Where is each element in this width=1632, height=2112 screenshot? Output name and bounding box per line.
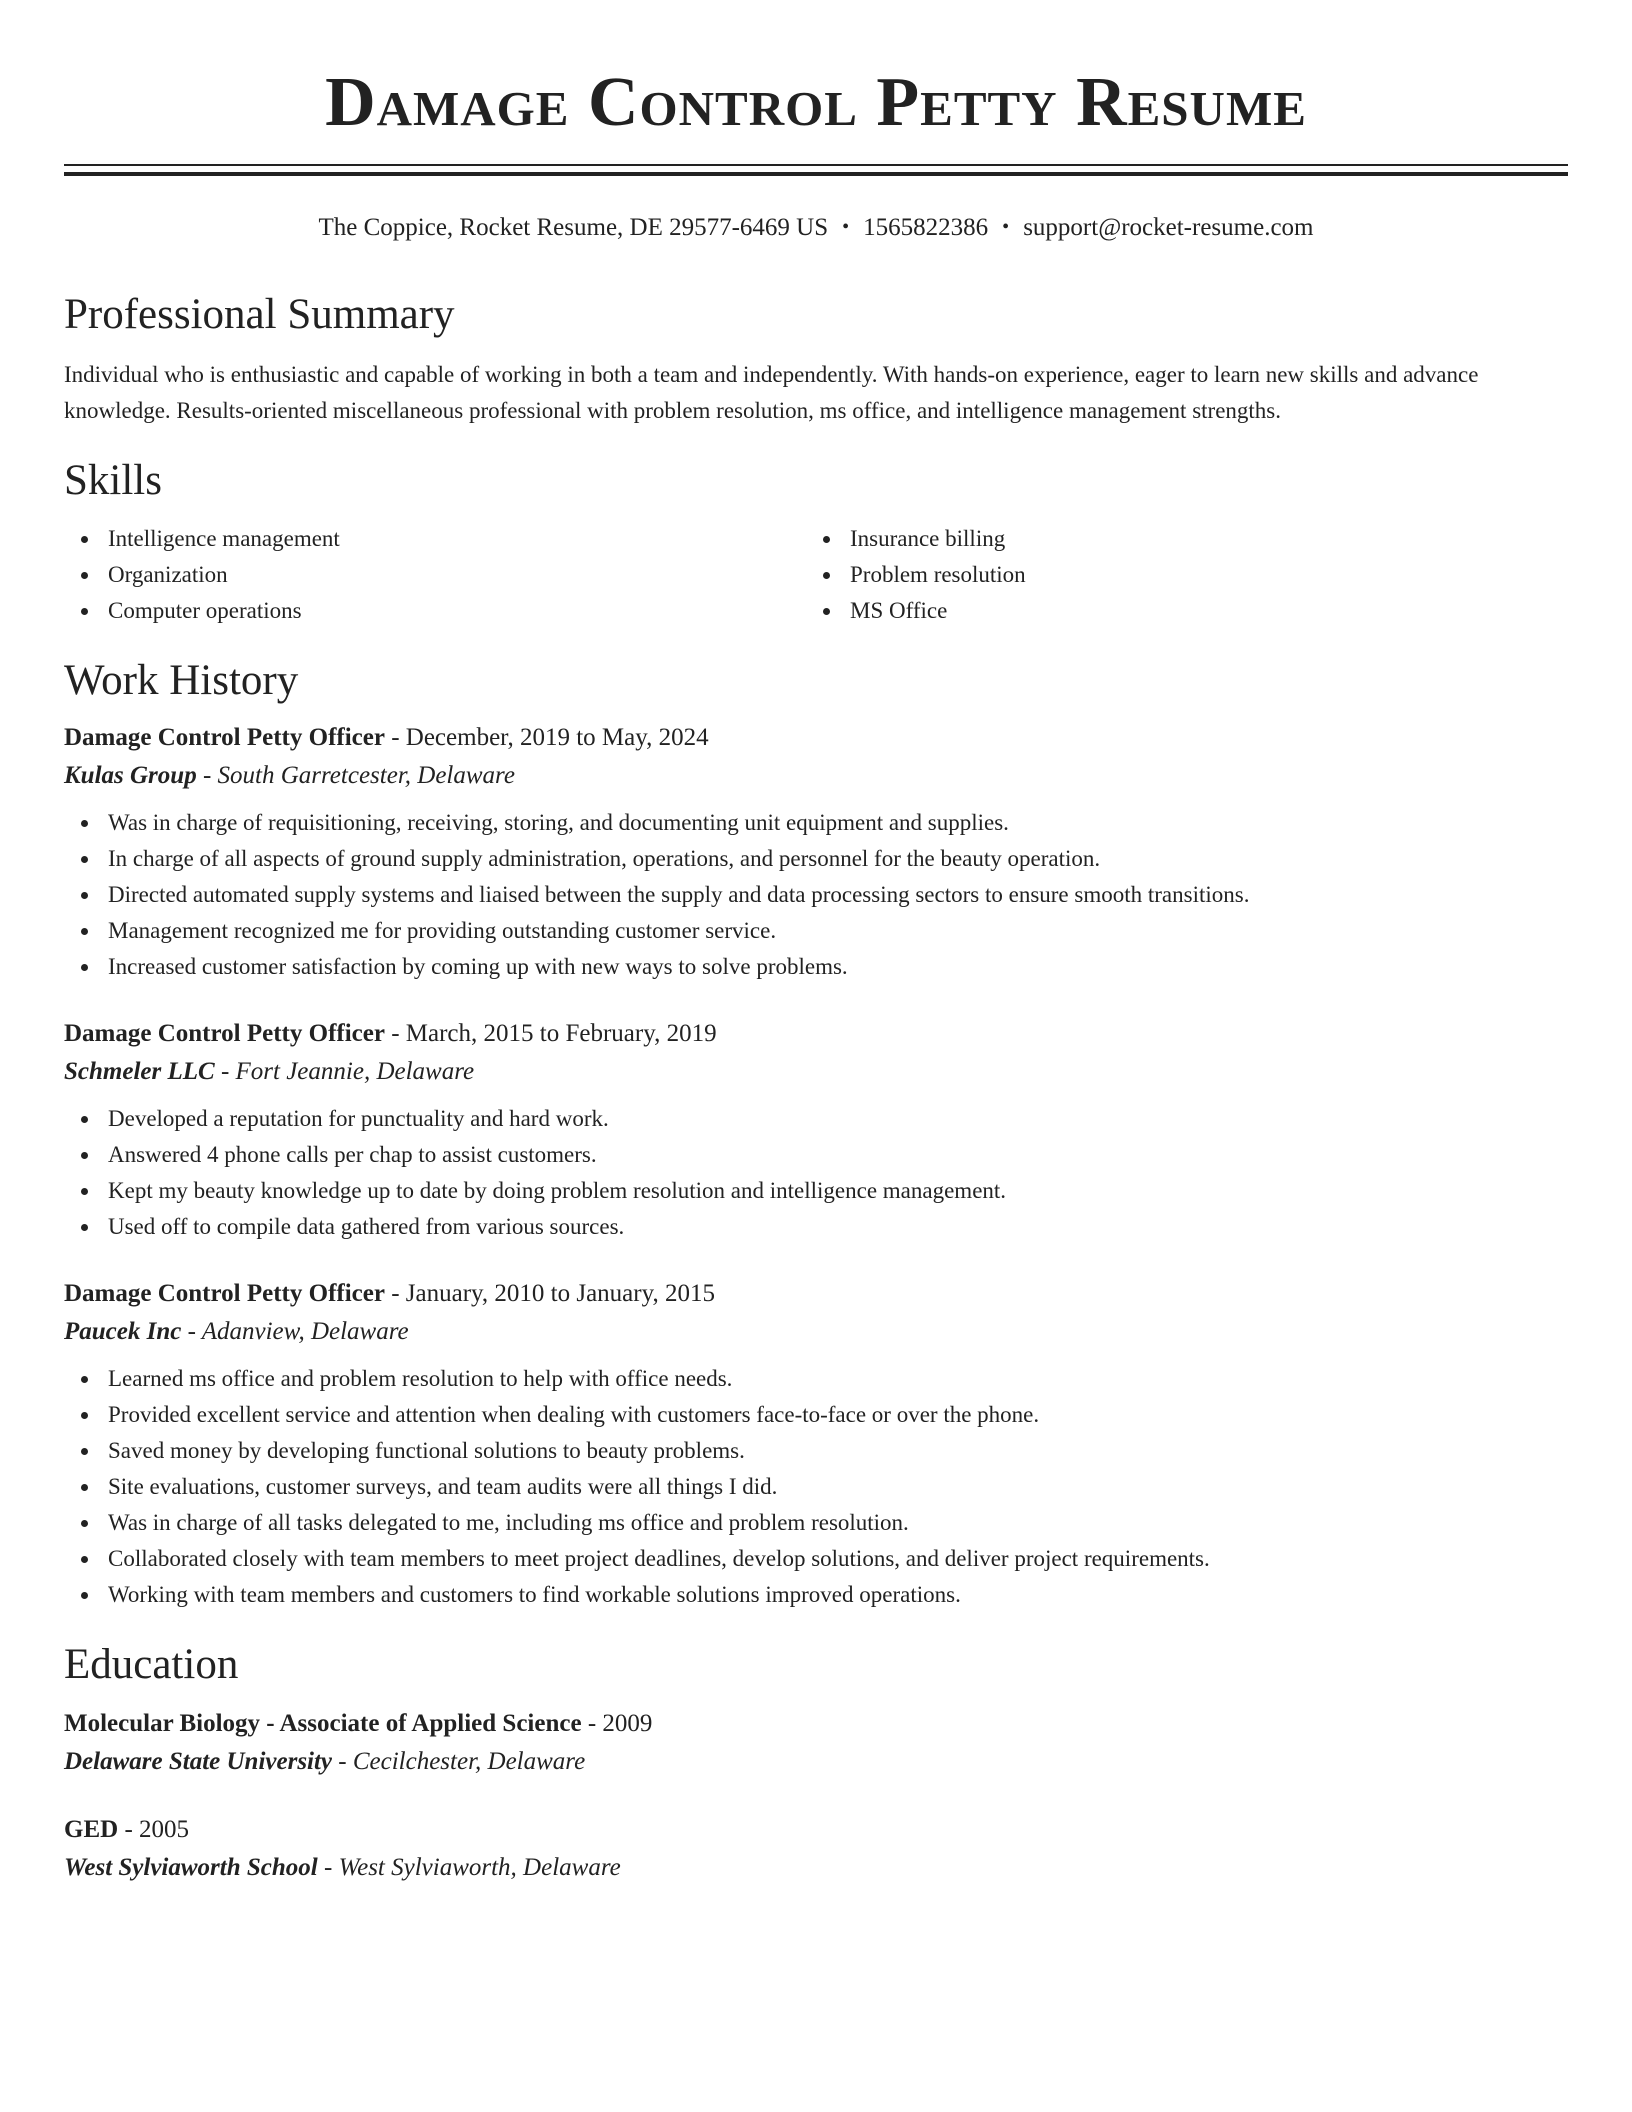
- job-dates: - January, 2010 to January, 2015: [384, 1280, 715, 1307]
- skills-column-right: [806, 521, 1548, 629]
- contact-email: support@rocket-resume.com: [1023, 214, 1314, 241]
- job-duties: [64, 1101, 1568, 1245]
- job-title: Damage Control Petty Officer: [64, 1280, 385, 1307]
- job-duty: Collaborated closely with team members to meet project deadlines, develop solutions, and deliver project requirements.: [64, 1541, 1568, 1577]
- job-duty: Kept my beauty knowledge up to date by doing problem resolution and intelligence management.: [64, 1173, 1568, 1209]
- job-dates: - December, 2019 to May, 2024: [384, 724, 709, 751]
- skill-item: Problem resolution: [806, 557, 1548, 593]
- job-role-line: [64, 719, 1568, 757]
- education-school: Delaware State University: [64, 1748, 333, 1775]
- education-year: - 2009: [581, 1710, 653, 1737]
- job-duty: Working with team members and customers to find workable solutions improved operations.: [64, 1577, 1568, 1613]
- skills-heading: Skills: [64, 457, 162, 504]
- job-entry: [64, 1275, 1568, 1613]
- job-duty: Was in charge of requisitioning, receiving, storing, and documenting unit equipment and supplies.: [64, 805, 1568, 841]
- job-company: Kulas Group: [64, 762, 197, 789]
- education-entry: [64, 1811, 1568, 1887]
- job-role-line: [64, 1015, 1568, 1053]
- summary-text: Individual who is enthusiastic and capable of working in both a team and independently. With hands-on experience, eager to learn new skills and advance knowledge. Results-oriented miscellaneous professional with problem resolution, ms office, and intelligence management strengths.: [64, 362, 1479, 423]
- job-duty: Management recognized me for providing outstanding customer service.: [64, 913, 1568, 949]
- job-title: Damage Control Petty Officer: [64, 724, 385, 751]
- skills-list: [64, 521, 1568, 629]
- job-duty: Increased customer satisfaction by coming up with new ways to solve problems.: [64, 949, 1568, 985]
- education-location: - West Sylviaworth, Delaware: [317, 1854, 621, 1881]
- skills-column-left: [64, 521, 806, 629]
- resume-page: [64, 0, 1568, 1887]
- education-degree: Molecular Biology - Associate of Applied Science: [64, 1710, 582, 1737]
- job-title: Damage Control Petty Officer: [64, 1020, 385, 1047]
- education-degree-line: [64, 1811, 1568, 1849]
- education-school: West Sylviaworth School: [64, 1854, 318, 1881]
- skill-item: MS Office: [806, 593, 1548, 629]
- skill-item: Computer operations: [64, 593, 806, 629]
- job-duties: [64, 1361, 1568, 1613]
- skill-item: Intelligence management: [64, 521, 806, 557]
- job-duty: Learned ms office and problem resolution to help with office needs.: [64, 1361, 1568, 1397]
- contact-line: [64, 212, 1568, 245]
- education-location: - Cecilchester, Delaware: [332, 1748, 586, 1775]
- education-year: - 2005: [118, 1816, 190, 1843]
- job-company: Paucek Inc: [64, 1318, 182, 1345]
- job-duty: Directed automated supply systems and liaised between the supply and data processing sectors to ensure smooth transitions.: [64, 877, 1568, 913]
- job-duties: [64, 805, 1568, 985]
- job-duty: In charge of all aspects of ground supply administration, operations, and personnel for the beauty operation.: [64, 841, 1568, 877]
- education-heading: Education: [64, 1641, 239, 1688]
- job-duty: Answered 4 phone calls per chap to assist customers.: [64, 1137, 1568, 1173]
- title-divider-thick: [64, 172, 1568, 176]
- job-employer-line: [64, 757, 1568, 795]
- job-company: Schmeler LLC: [64, 1058, 215, 1085]
- job-duty: Used off to compile data gathered from various sources.: [64, 1209, 1568, 1245]
- job-duty: Provided excellent service and attention when dealing with customers face-to-face or over the phone.: [64, 1397, 1568, 1433]
- skill-item: Organization: [64, 557, 806, 593]
- job-location: - South Garretcester, Delaware: [196, 762, 515, 789]
- job-duty: Was in charge of all tasks delegated to me, including ms office and problem resolution.: [64, 1505, 1568, 1541]
- work-history-heading: Work History: [64, 657, 299, 704]
- job-location: - Fort Jeannie, Delaware: [214, 1058, 475, 1085]
- job-employer-line: [64, 1313, 1568, 1351]
- education-school-line: [64, 1849, 1568, 1887]
- contact-separator: •: [1002, 216, 1010, 238]
- title-divider-thin: [64, 164, 1568, 166]
- education-degree-line: [64, 1705, 1568, 1743]
- job-dates: - March, 2015 to February, 2019: [384, 1020, 717, 1047]
- job-employer-line: [64, 1053, 1568, 1091]
- job-duty: Site evaluations, customer surveys, and team audits were all things I did.: [64, 1469, 1568, 1505]
- job-entry: [64, 1015, 1568, 1245]
- job-role-line: [64, 1275, 1568, 1313]
- job-location: - Adanview, Delaware: [181, 1318, 409, 1345]
- contact-separator: •: [842, 216, 850, 238]
- skill-item: Insurance billing: [806, 521, 1548, 557]
- contact-phone: 1565822386: [863, 214, 989, 241]
- summary-heading: Professional Summary: [64, 291, 455, 338]
- education-degree: GED: [64, 1816, 119, 1843]
- contact-address: The Coppice, Rocket Resume, DE 29577-6469 US: [318, 214, 829, 241]
- resume-title: Damage Control Petty Resume: [325, 64, 1307, 141]
- job-duty: Developed a reputation for punctuality and hard work.: [64, 1101, 1568, 1137]
- job-entry: [64, 719, 1568, 985]
- education-school-line: [64, 1743, 1568, 1781]
- education-entry: [64, 1705, 1568, 1781]
- job-duty: Saved money by developing functional solutions to beauty problems.: [64, 1433, 1568, 1469]
